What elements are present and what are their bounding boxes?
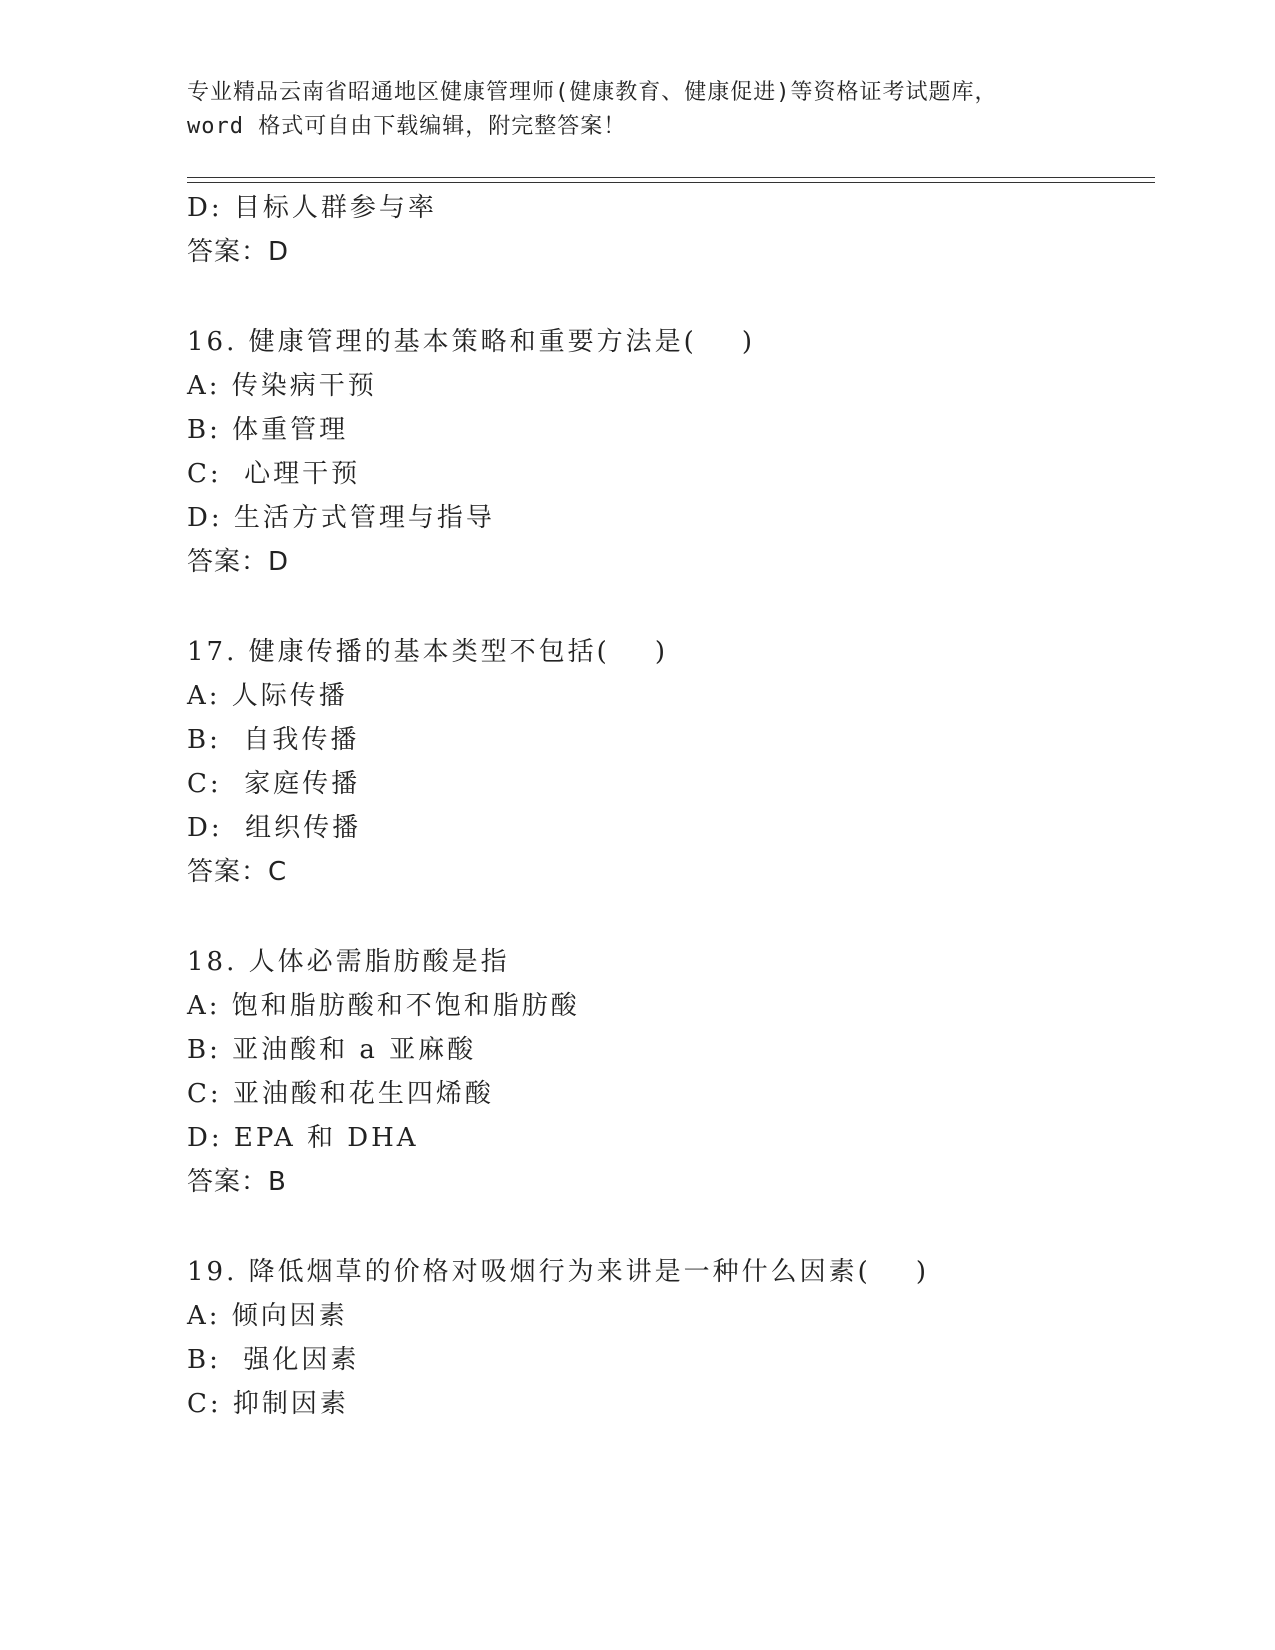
q18-option-c: C: 亚油酸和花生四烯酸 (187, 1079, 494, 1109)
q15-option-d: D: 目标人群参与率 (187, 193, 437, 223)
q17-option-b: B: 自我传播 (187, 725, 360, 755)
q16-option-c: C: 心理干预 (187, 459, 361, 489)
q17-option-a: A: 人际传播 (187, 681, 348, 711)
q17-question: 17. 健康传播的基本类型不包括( ) (187, 637, 668, 667)
header-line-2: word 格式可自由下载编辑，附完整答案！ (187, 114, 627, 139)
document-header (187, 76, 1087, 144)
q17-answer: 答案：C (187, 857, 288, 887)
q15-answer: 答案：D (187, 237, 290, 267)
q18-answer: 答案：B (187, 1167, 287, 1197)
q16-question: 16. 健康管理的基本策略和重要方法是( ) (187, 327, 755, 357)
q16-option-a: A: 传染病干预 (187, 371, 377, 401)
q16-option-d: D: 生活方式管理与指导 (187, 503, 495, 533)
q16-option-b: B: 体重管理 (187, 415, 349, 445)
q19-option-c: C: 抑制因素 (187, 1389, 349, 1419)
header-divider-bottom (187, 182, 1155, 183)
q18-option-d: D: EPA 和 DHA (187, 1123, 419, 1153)
q18-option-a: A: 饱和脂肪酸和不饱和脂肪酸 (187, 991, 580, 1021)
q18-question: 18. 人体必需脂肪酸是指 (187, 947, 510, 977)
header-line-1: 专业精品云南省昭通地区健康管理师(健康教育、健康促进)等资格证考试题库， (187, 80, 998, 105)
q16-answer: 答案：D (187, 547, 290, 577)
q18-option-b: B: 亚油酸和 a 亚麻酸 (187, 1035, 477, 1065)
q17-option-c: C: 家庭传播 (187, 769, 361, 799)
q19-option-a: A: 倾向因素 (187, 1301, 348, 1331)
q19-question: 19. 降低烟草的价格对吸烟行为来讲是一种什么因素( ) (187, 1257, 929, 1287)
q17-option-d: D: 组织传播 (187, 813, 362, 843)
header-divider-top (187, 177, 1155, 178)
q19-option-b: B: 强化因素 (187, 1345, 360, 1375)
